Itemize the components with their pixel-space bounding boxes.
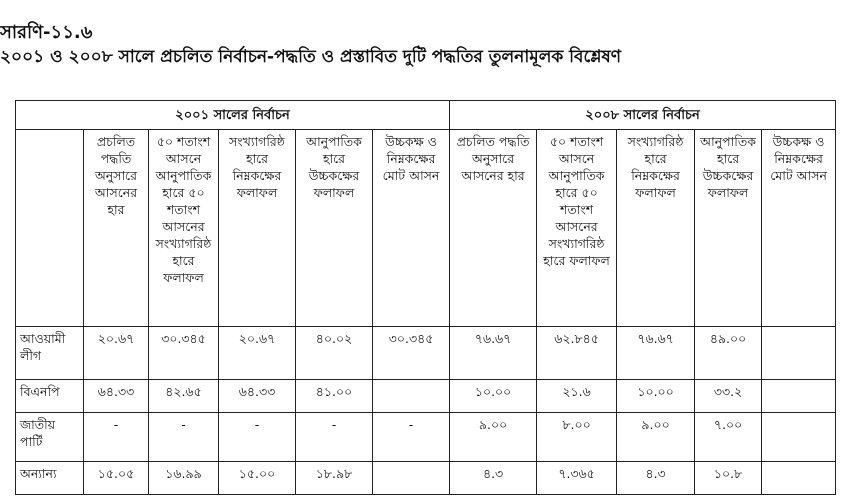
table-cell: ২১.৬	[537, 380, 617, 413]
row-label: বিএনপি	[16, 380, 84, 413]
table-cell: ৩৩.২	[695, 380, 762, 413]
table-cell: ৭৬.৬৭	[617, 327, 695, 380]
table-cell: -	[84, 413, 149, 462]
table-cell: ৪২.৬৫	[149, 380, 219, 413]
table-row	[16, 380, 836, 413]
row-label: জাতীয় পার্টি	[16, 413, 84, 462]
column-header: উচ্চকক্ষ ও নিম্নকক্ষের মোট আসন	[373, 130, 450, 327]
table-cell	[762, 462, 836, 495]
table-cell: ৭.৩৬৫	[537, 462, 617, 495]
table-cell: ১৮.৯৮	[296, 462, 373, 495]
table-cell: ১৫.০০	[219, 462, 296, 495]
table-row	[16, 462, 836, 495]
table-cell: ২০.৬৭	[219, 327, 296, 380]
table-cell: ৪৯.০০	[695, 327, 762, 380]
column-header: ৫০ শতাংশ আসনে আনুপাতিক হারে ৫০ শতাংশ আসনের সংখ্যাগরিষ্ঠ হারে ফলাফল	[149, 130, 219, 327]
table-row	[16, 327, 836, 380]
group-2001-header: ২০০১ সালের নির্বাচন	[16, 101, 450, 130]
table-title: সারণি-১১.৬	[0, 22, 93, 43]
column-header: প্রচলিত পদ্ধতি অনুসারে আসনের হার	[84, 130, 149, 327]
group-header-row	[16, 101, 836, 130]
row-label: অন্যান্য	[16, 462, 84, 495]
table-cell: ১৬.৯৯	[149, 462, 219, 495]
table-cell: ৩০.৩৪৫	[149, 327, 219, 380]
table-cell: ৪০.০২	[296, 327, 373, 380]
table-cell	[373, 462, 450, 495]
table-cell: ৬২.৮৪৫	[537, 327, 617, 380]
table-cell: ৮.০০	[537, 413, 617, 462]
table-cell	[762, 327, 836, 380]
table-cell: ৬৪.৩৩	[84, 380, 149, 413]
table-cell: ৪১.০০	[296, 380, 373, 413]
table-cell	[762, 413, 836, 462]
table-cell: ১০.৮	[695, 462, 762, 495]
table-cell: ৩০.৩৪৫	[373, 327, 450, 380]
comparison-table	[15, 100, 836, 495]
table-cell: ৯.০০	[617, 413, 695, 462]
column-header: আনুপাতিক হারে উচ্চকক্ষের ফলাফল	[296, 130, 373, 327]
row-label: আওয়ামী লীগ	[16, 327, 84, 380]
table-cell: ৪.৩	[617, 462, 695, 495]
table-cell: ১৫.০৫	[84, 462, 149, 495]
group-2008-header: ২০০৮ সালের নির্বাচন	[450, 101, 836, 130]
table-cell: -	[373, 413, 450, 462]
table-cell: ৯.০০	[450, 413, 537, 462]
row-label-header	[16, 130, 84, 327]
table-cell: ৭৬.৬৭	[450, 327, 537, 380]
table-cell: ৬৪.৩৩	[219, 380, 296, 413]
table-row	[16, 413, 836, 462]
table-cell: ১০.০০	[450, 380, 537, 413]
table-subtitle: ২০০১ ও ২০০৮ সালে প্রচলিত নির্বাচন-পদ্ধতি ও প্রস্তাবিত দুটি পদ্ধতির তুলনামূলক বিশ্লেষণ	[0, 47, 622, 67]
table-cell: ৭.০০	[695, 413, 762, 462]
column-header: সংখ্যাগরিষ্ঠ হারে নিম্নকক্ষের ফলাফল	[219, 130, 296, 327]
column-header: উচ্চকক্ষ ও নিম্নকক্ষের মোট আসন	[762, 130, 836, 327]
table-cell: -	[149, 413, 219, 462]
table-cell: ২০.৬৭	[84, 327, 149, 380]
column-header: ৫০ শতাংশ আসনে আনুপাতিক হারে ৫০ শতাংশ আসনের সংখ্যাগরিষ্ঠ হারে ফলাফল	[537, 130, 617, 327]
column-header: সংখ্যাগরিষ্ঠ হারে নিম্নকক্ষের ফলাফল	[617, 130, 695, 327]
table-cell	[373, 380, 450, 413]
table-cell: -	[296, 413, 373, 462]
table-cell: ১০.০০	[617, 380, 695, 413]
column-header: প্রচলিত পদ্ধতি অনুসারে আসনের হার	[450, 130, 537, 327]
table-cell: -	[219, 413, 296, 462]
table-cell: ৪.৩	[450, 462, 537, 495]
column-header-row	[16, 130, 836, 327]
column-header: আনুপাতিক হারে উচ্চকক্ষের ফলাফল	[695, 130, 762, 327]
table-cell	[762, 380, 836, 413]
